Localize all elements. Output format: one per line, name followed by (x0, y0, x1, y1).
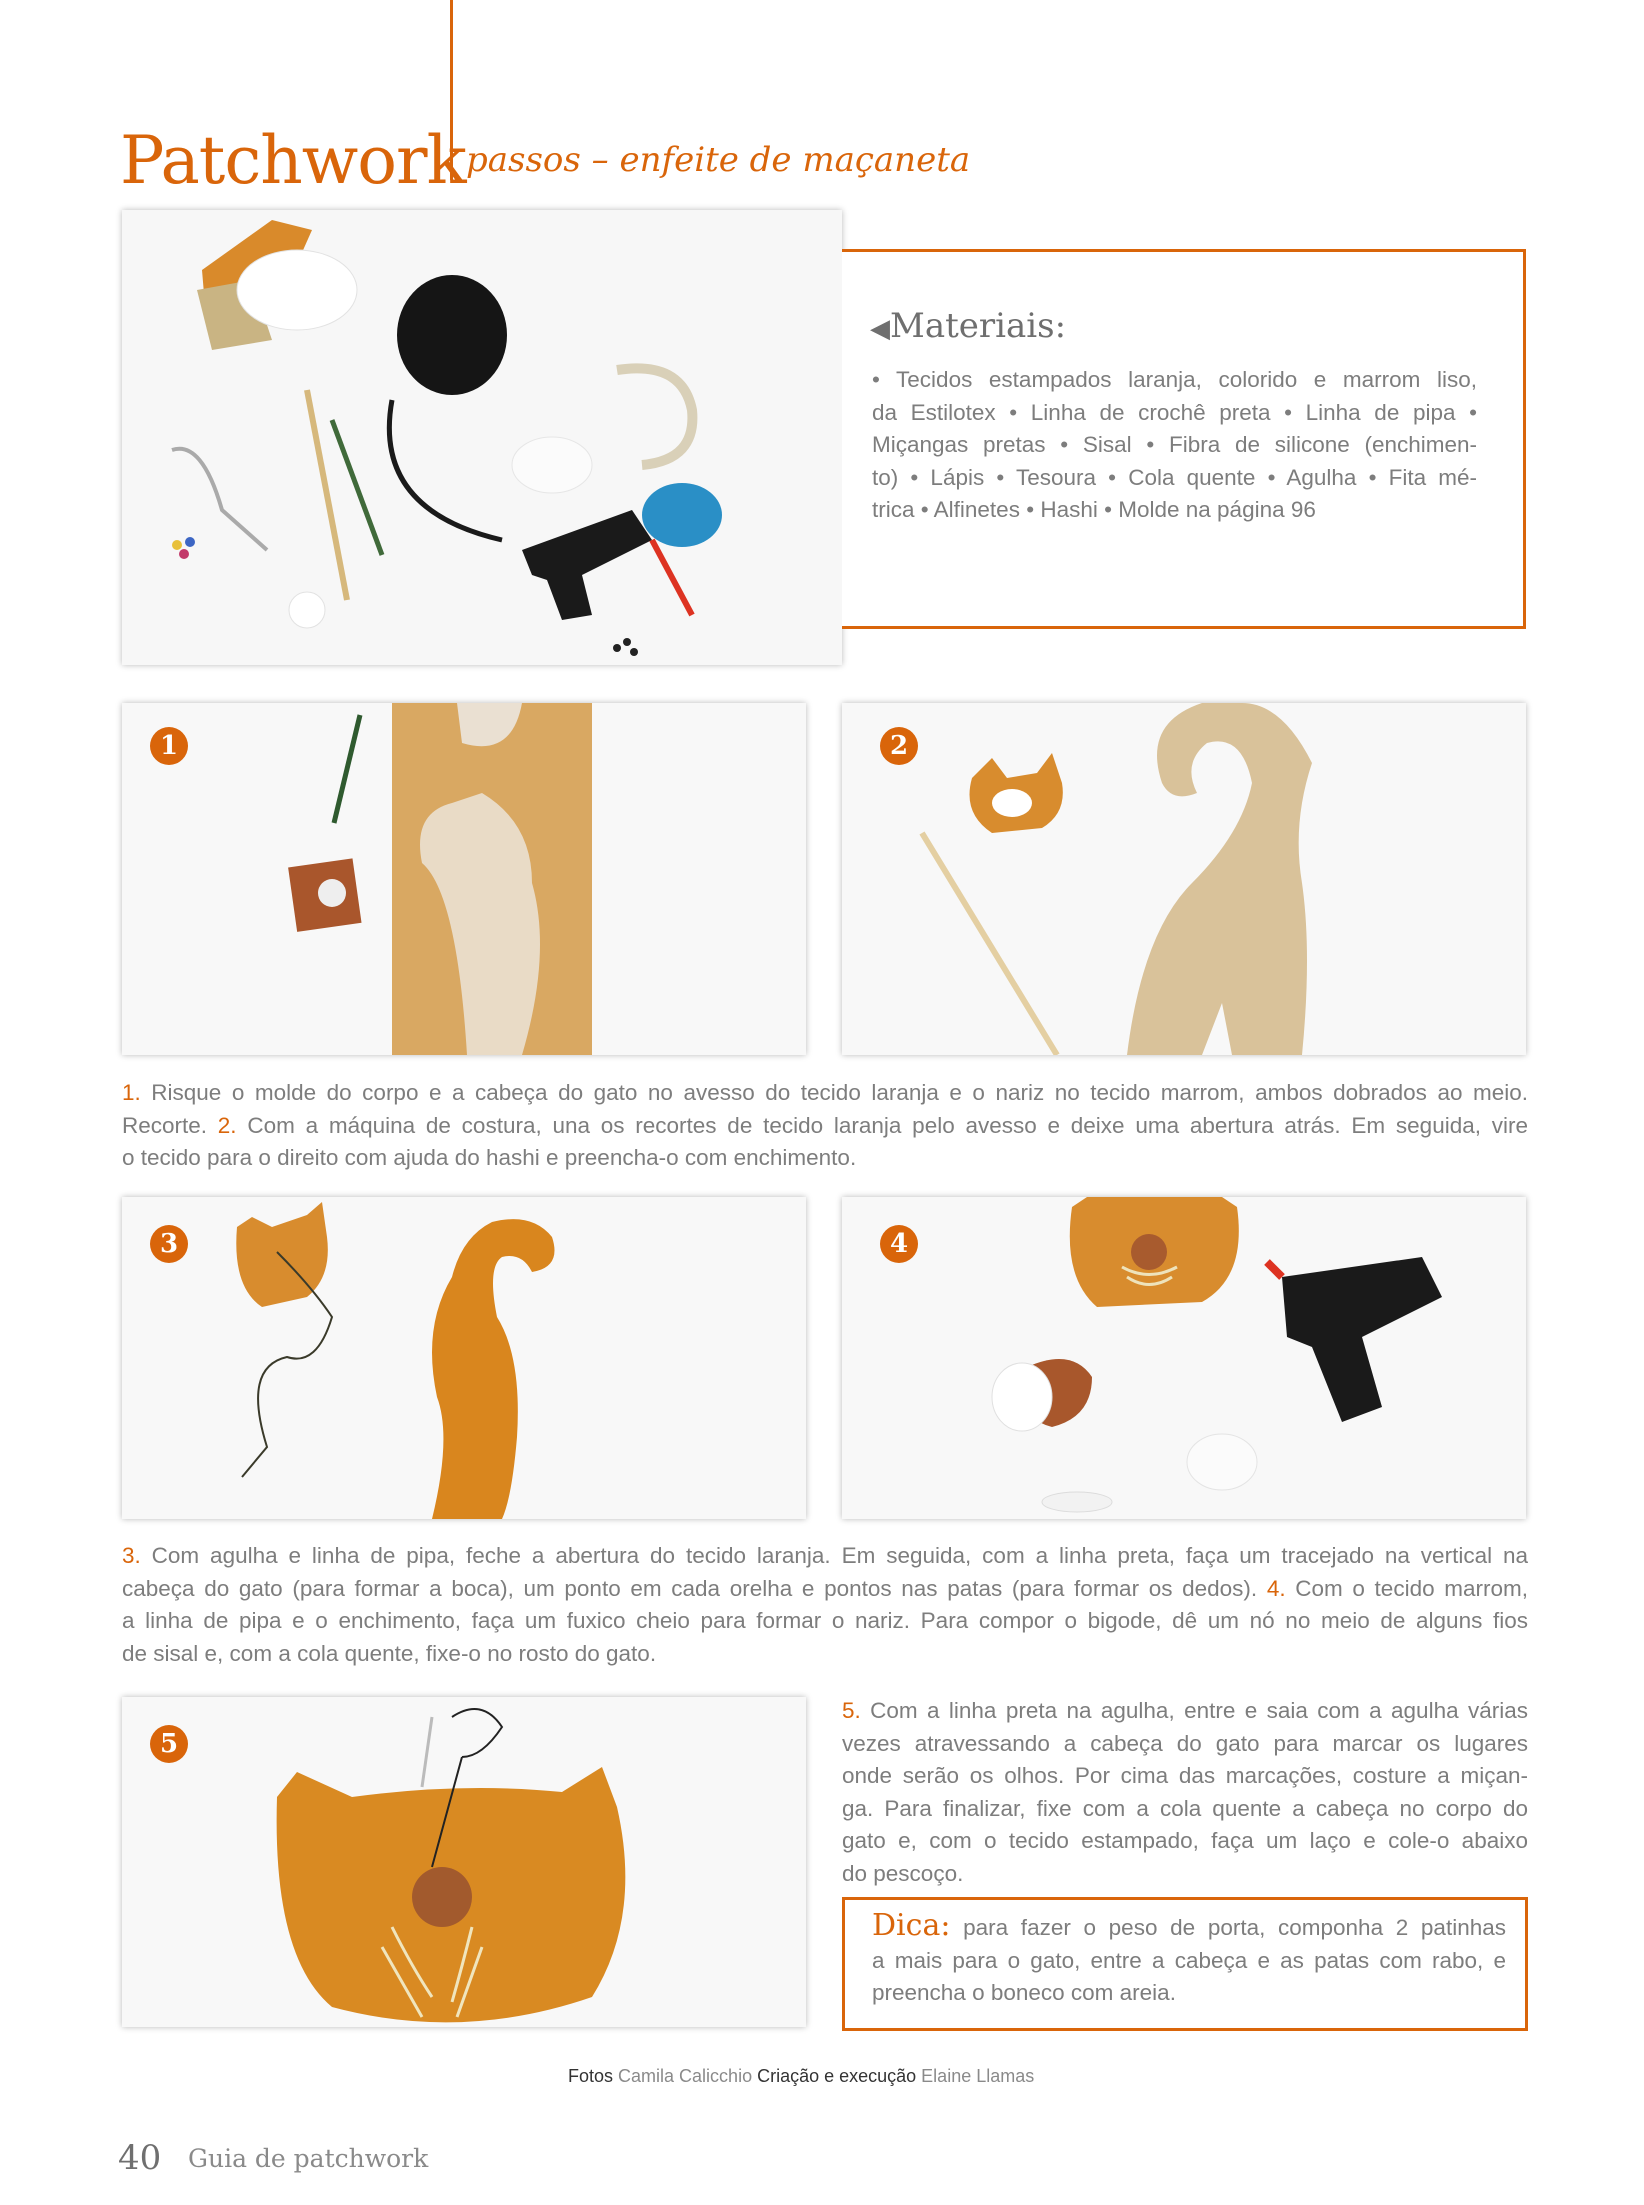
step-badge-4: 4 (880, 1225, 918, 1263)
tip-line: a mais para o gato, entre a cabeça e as patas com rabo, e (872, 1947, 1506, 1973)
step-number-4: 4. (1266, 1575, 1286, 1601)
step-5-line: do pescoço. (842, 1860, 964, 1886)
step-2-text-end: o tecido para o direito com ajuda do hashi e preencha-o com enchimento. (122, 1145, 857, 1170)
step-5-photo (122, 1697, 806, 2027)
step-number-2: 2. (217, 1112, 237, 1138)
step-4-text-end: de sisal e, com a cola quente, fixe-o no rosto do gato. (122, 1640, 657, 1666)
materials-heading (870, 306, 1066, 346)
step-4-text-cont: a linha de pipa e o enchimento, faça um fuxico cheio para formar o nariz. Para compor o bigode, dê um nó no meio de alguns fios (122, 1608, 1528, 1633)
materials-heading-text: Materiais: (890, 306, 1067, 346)
tip-line: preencha o boneco com areia. (872, 1980, 1176, 2005)
step-5-line: gato e, com o tecido estampado, faça um laço e cole-o abaixo (842, 1828, 1528, 1853)
materials-line: to) • Lápis • Tesoura • Cola quente • Agulha • Fita mé- (872, 464, 1477, 490)
step-number-1: 1. (122, 1080, 141, 1105)
photo-credits (568, 2066, 1034, 2087)
step-3-text-cont: cabeça do gato (para formar a boca), um ponto em cada orelha e pontos nas patas (para formar os dedos). (122, 1575, 1267, 1601)
step-badge-3: 3 (150, 1225, 188, 1263)
steps-1-2-text (122, 1077, 1528, 1175)
credits-fotos-label: Fotos (568, 2066, 614, 2086)
page-title: Patchwork (120, 122, 466, 199)
step-3-photo (122, 1197, 806, 1519)
step-5-text (842, 1695, 1528, 1890)
tip-label: Dica: (872, 1908, 951, 1943)
step-3-text: Com agulha e linha de pipa, feche a abertura do tecido laranja. Em seguida, com a linha preta, faça um tracejado na vertical na (140, 1543, 1528, 1568)
step-2-photo (842, 703, 1526, 1055)
materials-line: • Tecidos estampados laranja, colorido e marrom liso, (872, 367, 1477, 392)
credits-criacao-name: Elaine Llamas (916, 2066, 1035, 2086)
step-badge-1: 1 (150, 727, 188, 765)
guide-title: Guia de patchwork (188, 2144, 429, 2173)
step-1-text-end: Recorte. (122, 1112, 218, 1138)
materials-list (872, 364, 1477, 527)
step-number-3: 3. (122, 1543, 141, 1568)
step-badge-2: 2 (880, 727, 918, 765)
page-number: 40 (118, 2138, 162, 2178)
steps-3-4-text (122, 1540, 1528, 1670)
arrow-left-icon: ◀ (870, 314, 890, 344)
step-1-text: Risque o molde do corpo e a cabeça do gato no avesso do tecido laranja e o nariz no tecido marrom, ambos dobrados ao meio. (140, 1080, 1528, 1105)
step-number-5: 5. (842, 1698, 861, 1723)
materials-line: trica • Alfinetes • Hashi • Molde na página 96 (872, 497, 1316, 522)
materials-line: Miçangas pretas • Sisal • Fibra de silicone (enchimen- (872, 432, 1477, 457)
step-1-photo (122, 703, 806, 1055)
credits-criacao-label: Criação e execução (757, 2066, 917, 2086)
credits-fotos-name: Camila Calicchio (613, 2066, 758, 2086)
step-5-line: Com a linha preta na agulha, entre e saia com a agulha várias (860, 1698, 1528, 1723)
materials-photo (122, 210, 842, 665)
step-5-line: onde serão os olhos. Por cima das marcações, costure a miçan- (842, 1763, 1528, 1788)
step-2-text: Com a máquina de costura, una os recortes de tecido laranja pelo avesso e deixe uma abertura atrás. Em seguida, vire (236, 1112, 1528, 1138)
tip-text (872, 1910, 1506, 2010)
step-5-line: ga. Para finalizar, fixe com a cola quente a cabeça no corpo do (842, 1795, 1528, 1821)
materials-line: da Estilotex • Linha de crochê preta • Linha de pipa • (872, 399, 1477, 425)
step-4-photo (842, 1197, 1526, 1519)
page-subtitle: passos – enfeite de maçaneta (466, 140, 971, 180)
tip-line: para fazer o peso de porta, componha 2 patinhas (950, 1915, 1506, 1940)
step-5-line: vezes atravessando a cabeça do gato para marcar os lugares (842, 1730, 1528, 1756)
step-badge-5: 5 (150, 1725, 188, 1763)
step-4-text: Com o tecido marrom, (1285, 1575, 1528, 1601)
